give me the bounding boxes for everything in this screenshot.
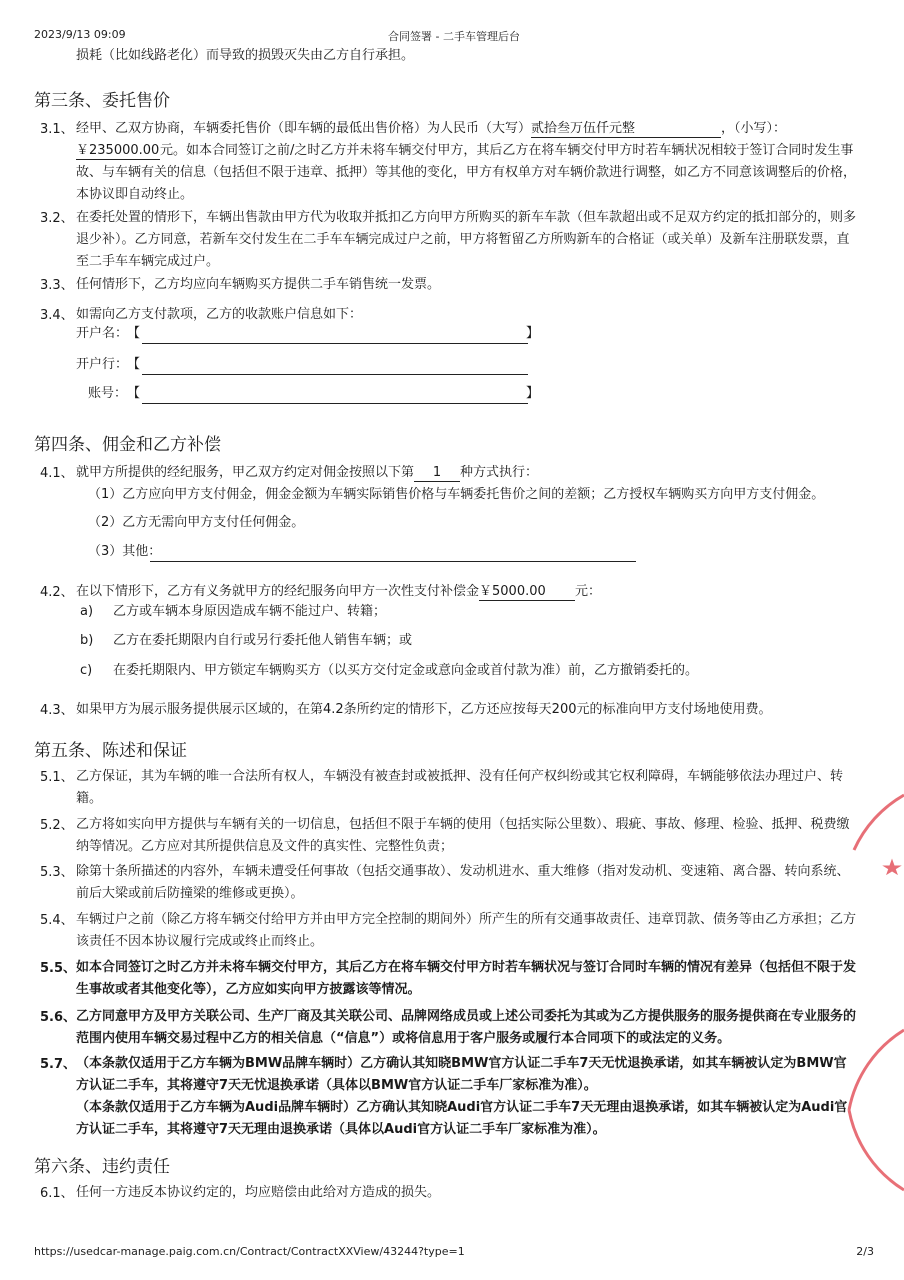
commission-option-3: （3）其他： [88,544,162,559]
clause-5-4: 车辆过户之前（除乙方将车辆交付给甲方并由甲方完全控制的期间外）所产生的所有交通事故责任、违章罚款、债务等由乙方承担；乙方该责任不因本协议履行完成或终止而终止。 [76,912,857,949]
account-number-line [142,402,528,404]
clause-3-3: 任何情形下，乙方均应向车辆购买方提供二手车销售统一发票。 [76,277,441,292]
clause-5-5: 如本合同签订之时乙方并未将车辆交付甲方，其后乙方在将车辆交付甲方时若车辆状况与签订合同时车辆的情况有差异（包括但不限于发生事故或者其他变化等），乙方应如实向甲方披露该等情况。 [76,960,857,997]
page-title: 合同签署 - 二手车管理后台 [388,30,520,43]
list-item-a: 乙方或车辆本身原因造成车辆不能过户、转籍； [113,604,387,619]
clause-5-7-audi: （本条款仅适用于乙方车辆为Audi品牌车辆时）乙方确认其知晓Audi官方认证二手车7天无理由退换承诺，如其车辆被认定为Audi官方认证二手车，其将遵守7天无理由退换承诺（具体以Audi官方认证二手车厂家标准为准）。 [76,1100,848,1137]
section-6-heading: 第六条、违约责任 [34,1157,170,1177]
clause-3-2-number: 3.2、 [40,211,74,226]
section-3-heading: 第三条、委托售价 [34,91,170,111]
bracket-close: 】 [526,326,540,341]
bracket-open: 【 [127,326,141,341]
clause-3-2: 在委托处置的情形下，车辆出售款由甲方代为收取并抵扣乙方向甲方所购买的新车车款（但车款超出或不足双方约定的抵扣部分的，则多退少补）。乙方同意，若新车交付发生在二手车车辆完成过户之前，甲方将暂留乙方所购新车的合格证（或关单）及新车注册联发票，直至二手车车辆完成过户。 [76,210,857,269]
clause-3-1-number: 3.1、 [40,122,74,137]
account-bank-line [142,373,528,375]
clause-4-1: 就甲方所提供的经纪服务，甲乙双方约定对佣金按照以下第 1 种方式执行： [76,465,539,480]
account-name-label: 开户名： [76,326,129,341]
clause-4-2: 在以下情形下，乙方有义务就甲方的经纪服务向甲方一次性支付补偿金￥5000.00 元： [76,584,602,599]
page-number: 2/3 [856,1245,874,1258]
commission-option-1: （1）乙方应向甲方支付佣金，佣金金额为车辆实际销售价格与车辆委托售价之间的差额；乙方授权车辆购买方向甲方支付佣金。 [88,487,825,502]
list-item-c: 在委托期限内、甲方锁定车辆购买方（以买方交付定金或意向金或首付款为准）前，乙方撤销委托的。 [113,663,699,678]
commission-option-choice: 1 [414,465,460,482]
clause-4-3-number: 4.3、 [40,703,74,718]
clause-5-3-number: 5.3、 [40,865,74,880]
list-item-b: 乙方在委托期限内自行或另行委托他人销售车辆；或 [113,633,413,648]
clause-5-6: 乙方同意甲方及甲方关联公司、生产厂商及其关联公司、品牌网络成员或上述公司委托为其或为乙方提供服务的服务提供商在专业服务的范围内使用车辆交易过程中乙方的相关信息（“信息”）或将信息用于客户服务或履行本合同项下的或法定的义务。 [76,1009,857,1046]
account-number-label: 账号： [88,386,128,401]
clause-5-7-bmw: （本条款仅适用于乙方车辆为BMW品牌车辆时）乙方确认其知晓BMW官方认证二手车7天无忧退换承诺，如其车辆被认定为BMW官方认证二手车，其将遵守7天无忧退换承诺（具体以BMW官方认证二手车厂家标准为准）。 [76,1056,847,1093]
clause-5-4-number: 5.4、 [40,913,74,928]
other-option-line [150,560,636,562]
clause-5-3: 除第十条所描述的内容外，车辆未遭受任何事故（包括交通事故）、发动机进水、重大维修（指对发动机、变速箱、离合器、转向系统、前后大梁或前后防撞梁的维修或更换）。 [76,864,850,901]
clause-5-2: 乙方将如实向甲方提供与车辆有关的一切信息，包括但不限于车辆的使用（包括实际公里数）、瑕疵、事故、修理、检验、抵押、税费缴纳等情况。乙方应对其所提供信息及文件的真实性、完整性负责； [76,817,850,854]
list-marker-b: b) [80,633,94,648]
compensation-amount: ￥5000.00 [479,584,575,601]
list-marker-a: a) [80,604,94,619]
account-bank-label: 开户行： [76,357,129,372]
price-lowercase: ￥235000.00 [76,143,160,158]
account-name-line [142,342,528,344]
clause-3-4: 如需向乙方支付款项，乙方的收款账户信息如下： [76,307,363,322]
clause-6-1-number: 6.1、 [40,1186,74,1201]
price-uppercase: 贰拾叁万伍仟元整 [531,121,721,138]
clause-5-2-number: 5.2、 [40,818,74,833]
clause-5-7-number: 5.7、 [40,1057,77,1072]
clause-5-1-number: 5.1、 [40,770,74,785]
list-marker-c: c) [80,663,93,678]
intro-text: 损耗（比如线路老化）而导致的损毁灭失由乙方自行承担。 [76,48,415,63]
clause-5-5-number: 5.5、 [40,961,77,976]
bracket-open: 【 [127,357,141,372]
clause-5-1: 乙方保证，其为车辆的唯一合法所有权人，车辆没有被查封或被抵押、没有任何产权纠纷或其它权利障碍，车辆能够依法办理过户、转籍。 [76,769,844,806]
section-4-heading: 第四条、佣金和乙方补偿 [34,435,221,455]
commission-option-2: （2）乙方无需向甲方支付任何佣金。 [88,515,305,530]
clause-6-1: 任何一方违反本协议约定的，均应赔偿由此给对方造成的损失。 [76,1185,441,1200]
page-url: https://usedcar-manage.paig.com.cn/Contract/ContractXXView/43244?type=1 [34,1245,465,1258]
clause-3-4-number: 3.4、 [40,308,74,323]
bracket-open: 【 [127,386,141,401]
clause-3-3-number: 3.3、 [40,278,74,293]
clause-3-1: 经甲、乙双方协商，车辆委托售价（即车辆的最低出售价格）为人民币（大写）贰拾叁万伍仟元整 ，（小写）： ￥235000.00元。如本合同签订之前/之时乙方并未将车辆交付甲方，其后乙方在将车辆交付甲方时若车辆状况相较于签订合同时发生事故、与车辆有关的信息（包括但不限于违章、抵押）等其他的变化，甲方有权单方对车辆价款进行调整，如乙方不同意该调整后的价格，本协议即自动终止。 [76,121,857,202]
bracket-close: 】 [526,386,540,401]
company-seal-stamp [844,790,904,1210]
section-5-heading: 第五条、陈述和保证 [34,741,187,761]
clause-5-6-number: 5.6、 [40,1010,77,1025]
clause-4-2-number: 4.2、 [40,585,74,600]
clause-4-3: 如果甲方为展示服务提供展示区域的，在第4.2条所约定的情形下，乙方还应按每天200元的标准向甲方支付场地使用费。 [76,702,772,717]
clause-4-1-number: 4.1、 [40,466,74,481]
print-date: 2023/9/13 09:09 [34,28,126,41]
